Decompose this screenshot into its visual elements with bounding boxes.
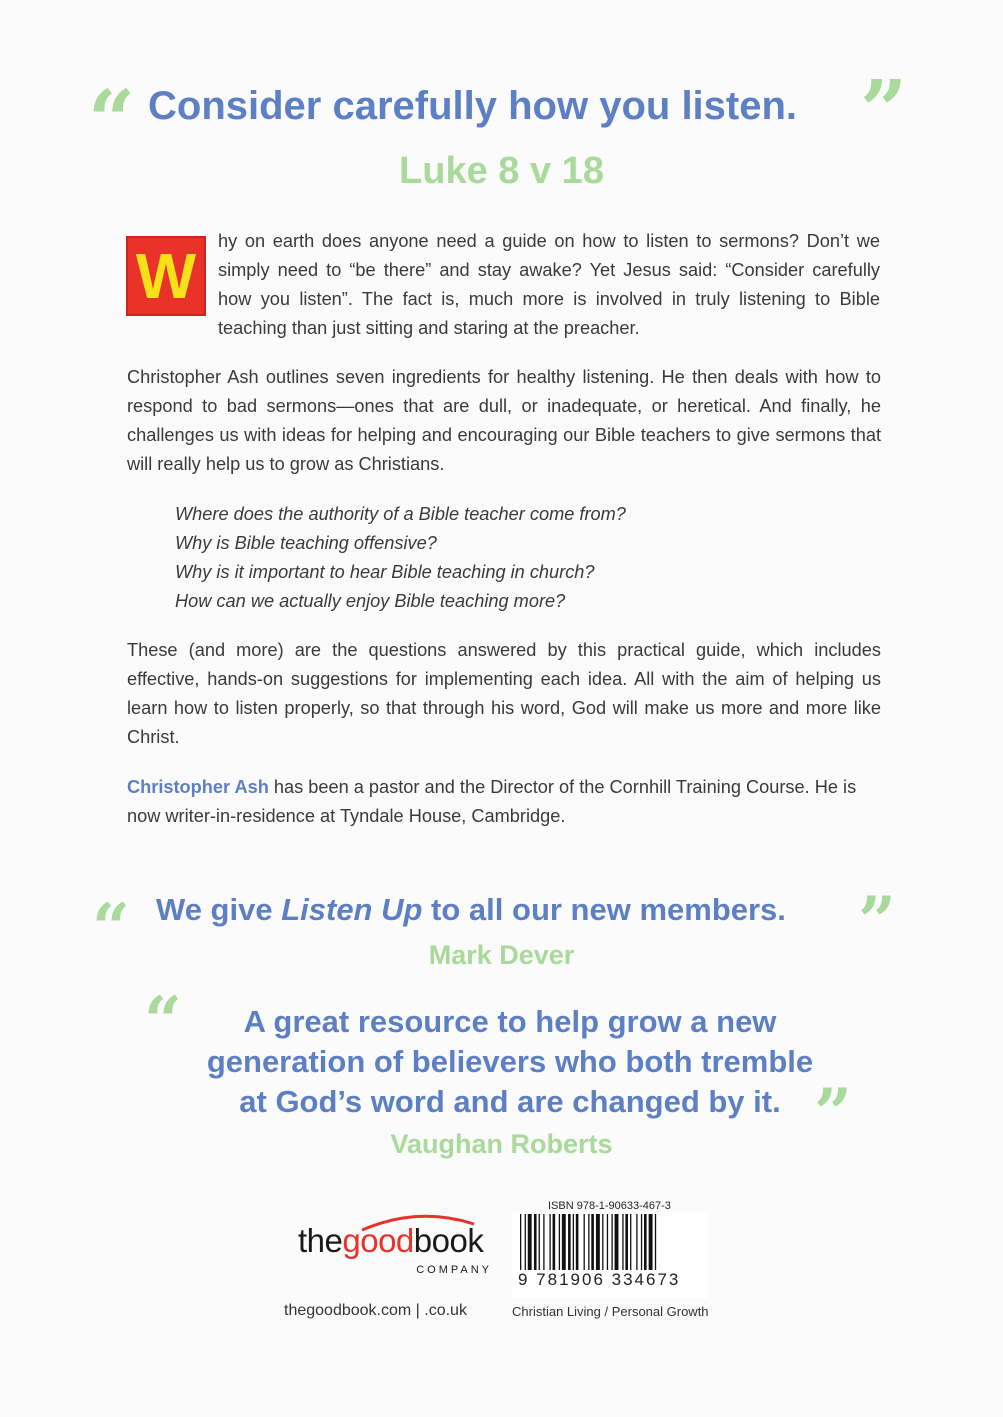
endorsement-line: A great resource to help grow a new <box>243 1004 777 1039</box>
scripture-reference: Luke 8 v 18 <box>399 150 604 192</box>
question-item: Why is it important to hear Bible teaching in church? <box>175 562 595 582</box>
question-item: Where does the authority of a Bible teacher come from? <box>175 504 626 524</box>
headline-quote: Consider carefully how you listen. <box>148 84 798 128</box>
close-quote-icon: ” <box>860 63 908 159</box>
question-item: How can we actually enjoy Bible teaching more? <box>175 591 566 611</box>
question-list <box>175 500 875 616</box>
summary-paragraph: These (and more) are the questions answered by this practical guide, which includes effective, hands-on suggestions for implementing each idea. All with the aim of helping us learn how to listen properly, so that through his word, God will make us more and more like Christ. <box>127 640 881 747</box>
open-quote-icon: “ <box>88 73 136 169</box>
endorsement-attribution: Mark Dever <box>428 940 575 970</box>
open-quote-icon: “ <box>92 889 130 967</box>
open-quote-icon: “ <box>144 982 182 1060</box>
logo-part: the <box>298 1222 343 1259</box>
author-bio-text: has been a pastor and the Director of the Cornhill Training Course. He is now writer-in-residence at Tyndale House, Cambridge. <box>127 777 857 826</box>
barcode-digits: 9 781906 334673 <box>518 1270 681 1289</box>
logo-subtitle: COMPANY <box>416 1264 492 1276</box>
endorsement-quote <box>160 1002 860 1122</box>
endorsement-text: We give <box>156 892 282 927</box>
close-quote-icon: ” <box>814 1074 852 1152</box>
description-paragraph: Christopher Ash outlines seven ingredients for healthy listening. He then deals with how to respond to bad sermons—ones that are dull, or inadequate, or heretical. And finally, he challenges us with ideas for helping and encouraging our Bible teachers to give sermons that will really help us to grow as Christians. <box>127 367 881 474</box>
author-name: Christopher Ash <box>127 777 269 797</box>
endorsement-attribution: Vaughan Roberts <box>390 1129 613 1159</box>
logo-part: good <box>342 1222 414 1259</box>
book-title: Listen Up <box>281 892 423 927</box>
endorsement-line: generation of believers who both tremble <box>206 1044 814 1079</box>
endorsement-line: at God’s word and are changed by it. <box>239 1084 781 1119</box>
close-quote-icon: ” <box>858 882 896 960</box>
endorsement-quote <box>156 892 856 928</box>
drop-cap: W <box>126 236 206 316</box>
intro-paragraph: hy on earth does anyone need a guide on how to listen to sermons? Don’t we simply need to “be there” and stay awake? Yet Jesus said: “Consider carefully how you listen”. The fact is, much more is involved in truly listening to Bible teaching than just sitting and staring at the preacher. <box>218 231 880 338</box>
logo-arc-icon <box>358 1212 478 1232</box>
publisher-logo <box>298 1222 498 1282</box>
isbn-label: ISBN 978-1-90633-467-3 <box>548 1200 671 1212</box>
author-bio <box>127 773 881 831</box>
question-item: Why is Bible teaching offensive? <box>175 533 437 553</box>
publisher-website: thegoodbook.com | .co.uk <box>284 1302 467 1319</box>
endorsement-text: to all our new members. <box>422 892 786 927</box>
book-category: Christian Living / Personal Growth <box>512 1304 709 1319</box>
logo-part: book <box>413 1222 484 1259</box>
